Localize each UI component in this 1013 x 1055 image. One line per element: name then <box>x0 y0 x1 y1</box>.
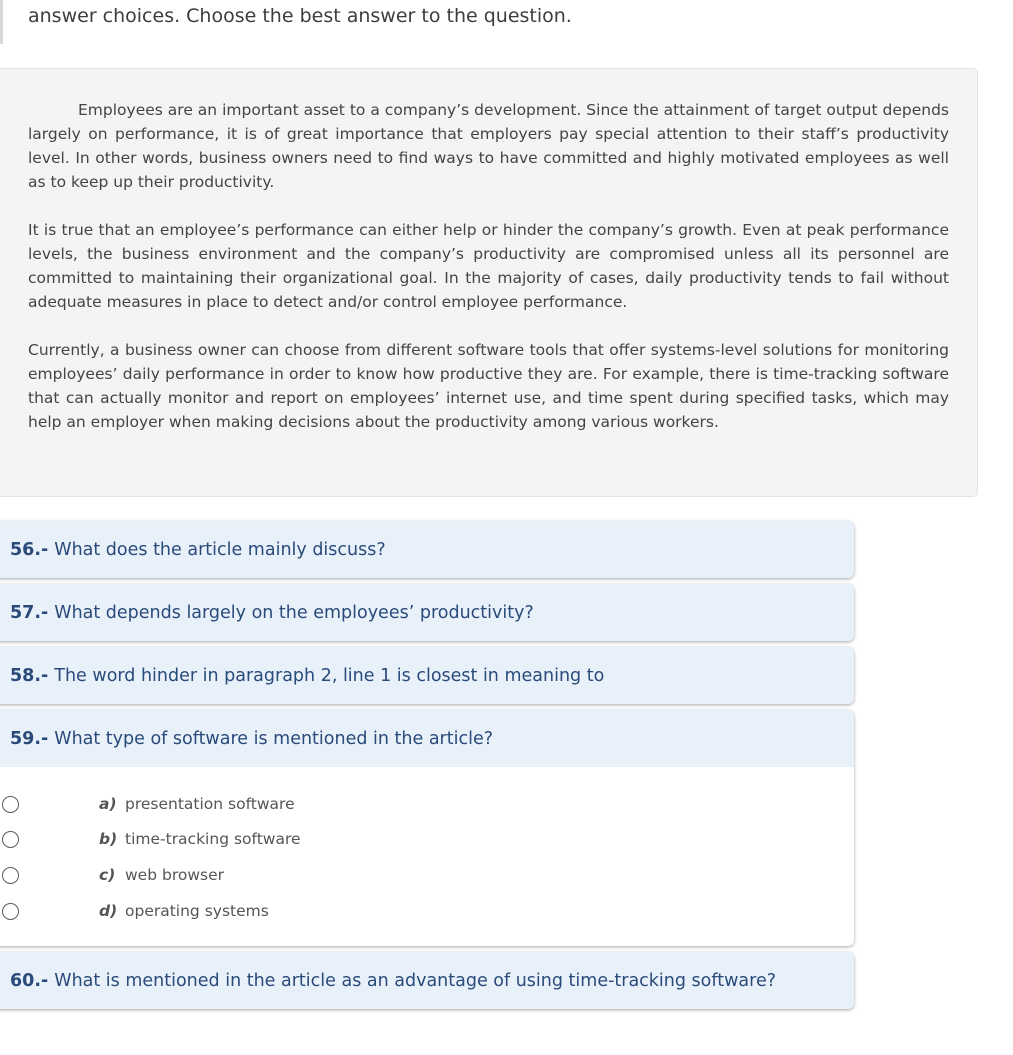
instructions-block <box>0 0 660 44</box>
option-text: operating systems <box>125 902 269 920</box>
question-57[interactable] <box>0 584 854 641</box>
question-number: 56.- <box>10 539 49 560</box>
question-text: What type of software is mentioned in the article? <box>54 728 493 749</box>
option-letter: d) <box>99 902 118 920</box>
question-text: What depends largely on the employees’ productivity? <box>54 602 534 623</box>
question-number: 60.- <box>10 970 49 991</box>
option-d[interactable] <box>0 896 494 926</box>
option-a[interactable] <box>0 789 494 819</box>
option-text: time-tracking software <box>125 830 301 848</box>
question-number: 59.- <box>10 728 49 749</box>
question-text: What does the article mainly discuss? <box>54 539 386 560</box>
radio-button-b[interactable] <box>2 831 19 848</box>
radio-button-a[interactable] <box>2 796 19 813</box>
question-text: What is mentioned in the article as an advantage of using time-tracking software? <box>54 970 776 991</box>
option-letter: b) <box>99 830 118 848</box>
question-59 <box>0 710 854 946</box>
instructions-text: answer choices. Choose the best answer to the question. <box>28 5 572 27</box>
question-58[interactable] <box>0 647 854 704</box>
question-56[interactable] <box>0 521 854 578</box>
question-text: The word hinder in paragraph 2, line 1 is closest in meaning to <box>54 665 605 686</box>
question-number: 57.- <box>10 602 49 623</box>
option-c[interactable] <box>0 860 494 890</box>
question-60[interactable] <box>0 952 854 1009</box>
option-letter: c) <box>99 866 116 884</box>
option-b[interactable] <box>0 824 494 854</box>
option-text: web browser <box>125 866 224 884</box>
reading-passage <box>0 68 978 497</box>
radio-button-c[interactable] <box>2 867 19 884</box>
radio-button-d[interactable] <box>2 903 19 920</box>
passage-paragraph-2: It is true that an employee’s performance can either help or hinder the company’s growth. Even at peak performance levels, the business environment and the company’s productivity are compromised unless all its personnel are committed to maintaining their organizational goal. In the majority of cases, daily productivity tends to fail without adequate measures in place to detect and/or control employee performance. <box>28 221 949 311</box>
option-letter: a) <box>99 795 117 813</box>
question-59-header[interactable] <box>0 710 854 767</box>
passage-paragraph-1: Employees are an important asset to a company’s development. Since the attainment of target output depends largely on performance, it is of great importance that employers pay special attention to their staff’s productivity level. In other words, business owners need to find ways to have committed and highly motivated employees as well as to keep up their productivity. <box>28 101 949 191</box>
question-number: 58.- <box>10 665 49 686</box>
option-text: presentation software <box>125 795 295 813</box>
passage-paragraph-3: Currently, a business owner can choose from different software tools that offer systems-level solutions for monitoring employees’ daily performance in order to know how productive they are. For example, there is time-tracking software that can actually monitor and report on employees’ internet use, and time spent during specified tasks, which may help an employer when making decisions about the productivity among various workers. <box>28 341 949 431</box>
